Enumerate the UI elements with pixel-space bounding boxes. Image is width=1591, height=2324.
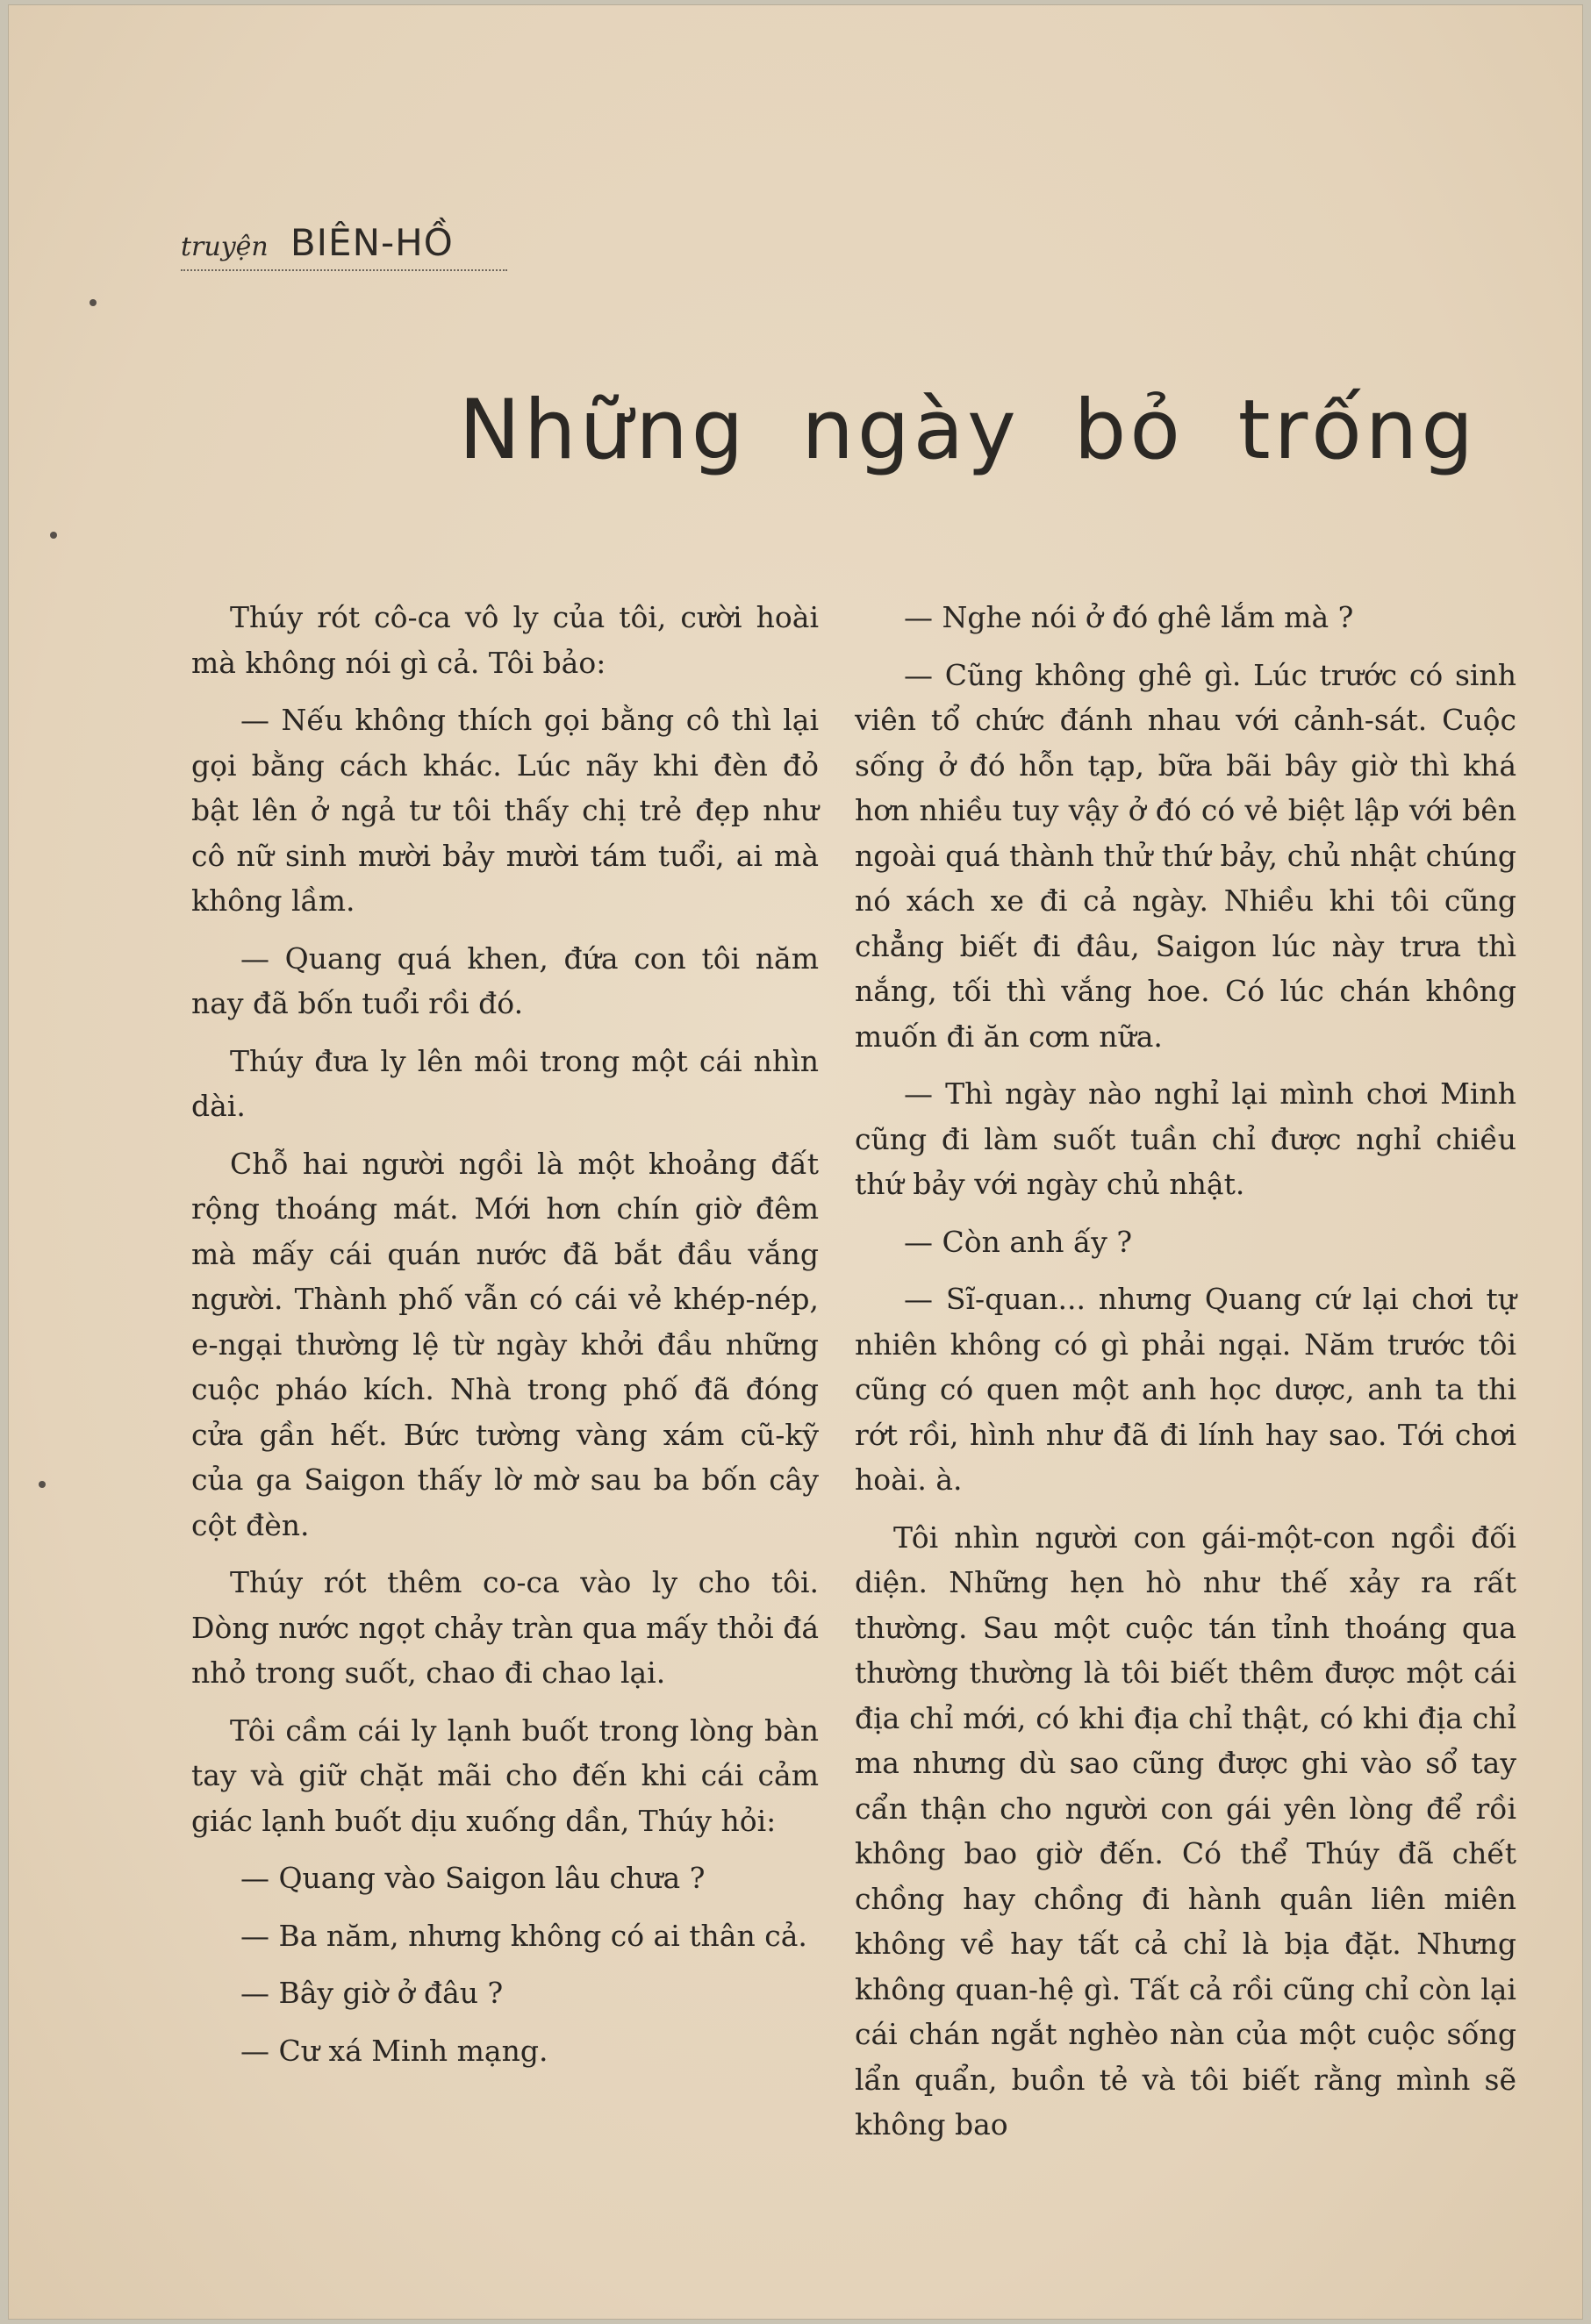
story-header xyxy=(181,221,507,271)
paragraph: Chỗ hai người ngồi là một khoảng đất rộng thoáng mát. Mới hơn chín giờ đêm mà mấy cái quán nước đã bắt đầu vắng người. Thành phố vẫn có cái vẻ khép-nép, e-ngại thường lệ từ ngày khởi đầu những cuộc pháo kích. Nhà trong phố đã đóng cửa gần hết. Bức tường vàng xám cũ-kỹ của ga Saigon thấy lờ mờ sau ba bốn cây cột đèn. xyxy=(191,1146,819,1542)
paragraph: Thúy rót cô-ca vô ly của tôi, cười hoài mà không nói gì cả. Tôi bảo: xyxy=(191,600,819,680)
paragraph: — Cư xá Minh mạng. xyxy=(240,2033,548,2068)
paragraph: — Nghe nói ở đó ghê lắm mà ? xyxy=(904,600,1354,634)
paragraph: Tôi cầm cái ly lạnh buốt trong lòng bàn tay và giữ chặt mãi cho đến khi cái cảm giác lạnh buốt dịu xuống dần, Thúy hỏi: xyxy=(191,1713,819,1838)
print-speck xyxy=(50,532,57,539)
print-speck xyxy=(90,299,97,306)
left-text-column xyxy=(191,595,819,2085)
right-text-column xyxy=(855,595,1516,2160)
paragraph: Tôi nhìn người con gái-một-con ngồi đối diện. Những hẹn hò như thế xảy ra rất thường. Sau một cuộc tán tỉnh thoáng qua thường thường là tôi biết thêm được một cái địa chỉ mới, có khi địa chỉ thật, có khi địa chỉ ma nhưng dù sao cũng được ghi vào sổ tay cẩn thận cho người con gái yên lòng để rồi không bao giờ đến. Có thể Thúy đã chết chồng hay chồng đi hành quân liên miên không về hay tất cả chỉ là bịa đặt. Nhưng không quan-hệ gì. Tất cả rồi cũng chỉ còn lại cái chán ngắt nghèo nàn của một cuộc sống lẩn quẩn, buồn tẻ và tôi biết rằng mình sẽ không bao xyxy=(855,1520,1516,2142)
paragraph: — Thì ngày nào nghỉ lại mình chơi Minh cũng đi làm suốt tuần chỉ được nghỉ chiều thứ bảy với ngày chủ nhật. xyxy=(855,1076,1516,1201)
paragraph: — Cũng không ghê gì. Lúc trước có sinh viên tổ chức đánh nhau với cảnh-sát. Cuộc sống ở đó hỗn tạp, bữa bãi bây giờ thì khá hơn nhiều tuy vậy ở đó có vẻ biệt lập với bên ngoài quá thành thử thứ bảy, chủ nhật chúng nó xách xe đi cả ngày. Nhiều khi tôi cũng chẳng biết đi đâu, Saigon lúc này trưa thì nắng, tối thì vắng hoe. Có lúc chán không muốn đi ăn cơm nữa. xyxy=(855,657,1516,1054)
paragraph: — Còn anh ấy ? xyxy=(904,1224,1133,1259)
paragraph: — Nếu không thích gọi bằng cô thì lại gọi bằng cách khác. Lúc nãy khi đèn đỏ bật lên ở ngả tư tôi thấy chị trẻ đẹp như cô nữ sinh mười bảy mười tám tuổi, ai mà không lầm. xyxy=(191,703,819,918)
paragraph: — Sĩ-quan... nhưng Quang cứ lại chơi tự nhiên không có gì phải ngại. Năm trước tôi cũng có quen một anh học dược, anh ta thi rớt rồi, hình như đã đi lính hay sao. Tới chơi hoài. à. xyxy=(855,1282,1516,1497)
magazine-page xyxy=(9,5,1582,2319)
paragraph: — Ba năm, nhưng không có ai thân cả. xyxy=(240,1918,807,1953)
story-title: Những ngày bỏ trống xyxy=(458,383,1477,478)
print-speck xyxy=(39,1481,46,1488)
paragraph: Thúy rót thêm co-ca vào ly cho tôi. Dòng nước ngọt chảy tràn qua mấy thỏi đá nhỏ trong suốt, chao đi chao lại. xyxy=(191,1565,819,1690)
paragraph: — Quang quá khen, đứa con tôi năm nay đã bốn tuổi rồi đó. xyxy=(191,940,819,1020)
author-name: BIÊN-HỒ xyxy=(290,221,454,264)
story-kind-label: truyện xyxy=(181,232,269,262)
paragraph: — Bây giờ ở đâu ? xyxy=(240,1976,504,2010)
paragraph: Thúy đưa ly lên môi trong một cái nhìn dài. xyxy=(191,1043,819,1123)
paragraph: — Quang vào Saigon lâu chưa ? xyxy=(240,1861,706,1895)
